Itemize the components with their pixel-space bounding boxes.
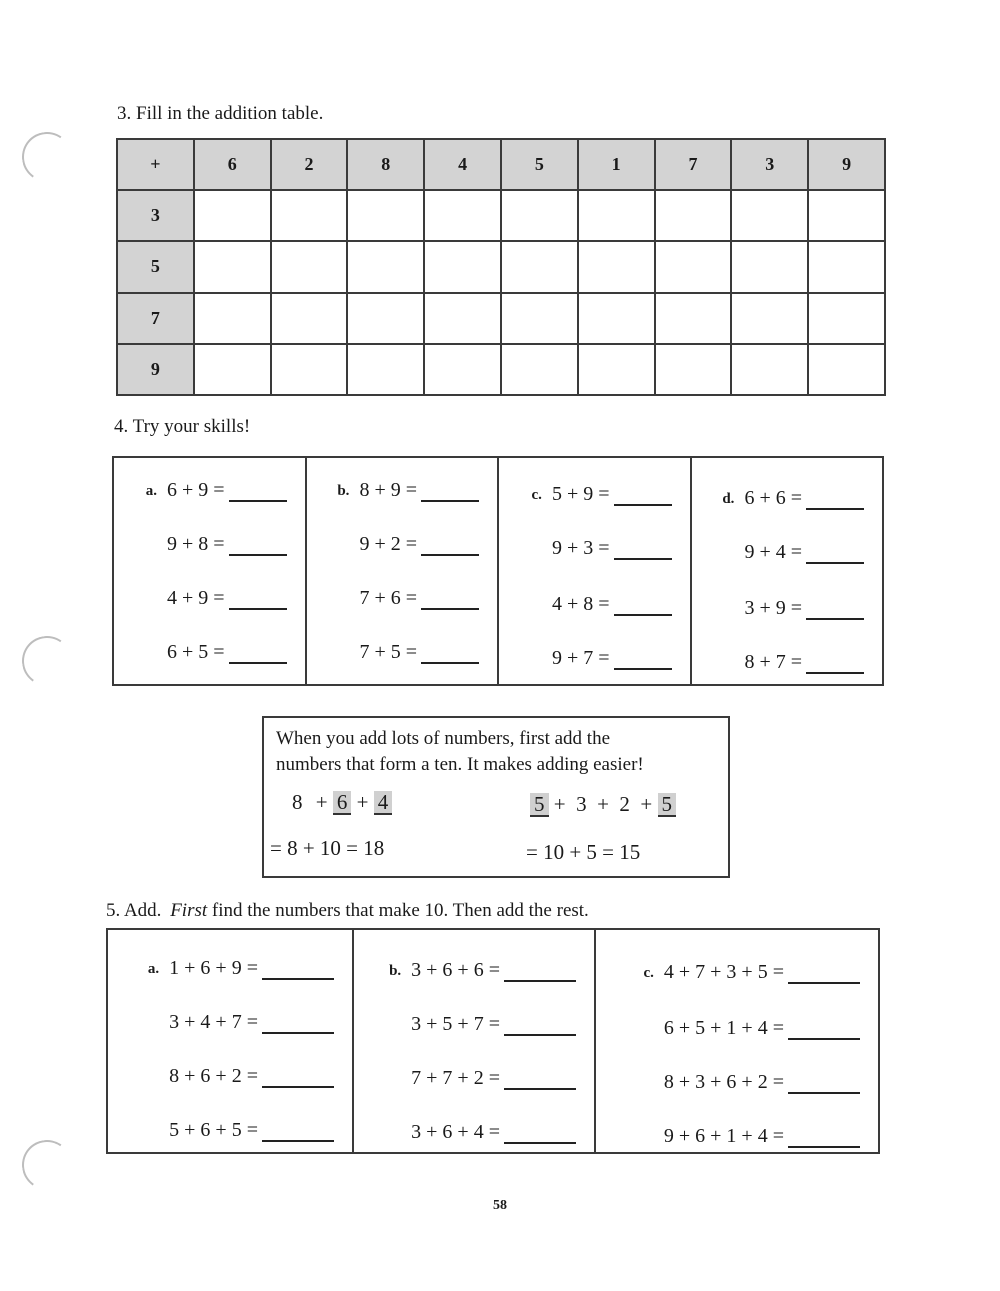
problem <box>108 1102 352 1142</box>
example-1-result: = 8 + 10 = 18 <box>270 836 385 860</box>
problem <box>108 940 352 980</box>
binder-hole-bottom <box>18 1136 76 1194</box>
section5-heading-suffix: find the numbers that make 10. Then add the rest. <box>211 900 589 921</box>
row-header: 5 <box>117 241 194 292</box>
answer-blank[interactable] <box>504 1120 576 1144</box>
equation: 9 + 3 = <box>551 537 610 559</box>
highlighted-term: 5 <box>530 793 549 817</box>
equation: 6 + 9 = <box>166 479 225 501</box>
answer-blank[interactable] <box>806 540 864 564</box>
equation: 7 + 5 = <box>359 641 417 663</box>
equation: 4 + 9 = <box>166 587 225 609</box>
answer-blank[interactable] <box>229 640 287 664</box>
problem <box>108 994 352 1034</box>
answer-cell[interactable] <box>501 241 578 292</box>
equation: 3 + 4 + 7 = <box>169 1011 258 1033</box>
addition-table <box>116 138 886 396</box>
section5-heading-emphasis: First <box>170 900 208 921</box>
answer-cell[interactable] <box>271 293 348 344</box>
column-label: a. <box>145 483 157 499</box>
equation: 3 + 9 = <box>744 597 802 619</box>
problem <box>307 624 498 664</box>
equation: 3 + 6 + 6 = <box>411 959 500 981</box>
binder-hole-middle <box>18 632 76 690</box>
problem <box>499 466 690 506</box>
answer-cell[interactable] <box>347 344 424 395</box>
example-1-expression <box>292 790 392 815</box>
answer-blank[interactable] <box>788 1016 860 1040</box>
answer-blank[interactable] <box>421 586 479 610</box>
answer-cell[interactable] <box>347 293 424 344</box>
problem <box>596 1000 878 1040</box>
equation: 9 + 6 + 1 + 4 = <box>663 1125 784 1147</box>
page-number: 58 <box>493 1198 507 1213</box>
answer-cell[interactable] <box>194 293 271 344</box>
addition-table-header-row <box>117 139 885 190</box>
problem <box>692 580 883 620</box>
problem <box>108 1048 352 1088</box>
addition-table-row <box>117 293 885 344</box>
problem <box>307 570 498 610</box>
answer-blank[interactable] <box>262 1118 334 1142</box>
problem <box>499 576 690 616</box>
problem <box>499 520 690 560</box>
column-header: 2 <box>271 139 348 190</box>
answer-blank[interactable] <box>614 646 672 670</box>
answer-cell[interactable] <box>501 344 578 395</box>
answer-cell[interactable] <box>424 344 501 395</box>
row-header: 7 <box>117 293 194 344</box>
section4-heading: 4. Try your skills! <box>114 416 251 437</box>
answer-cell[interactable] <box>808 344 885 395</box>
answer-blank[interactable] <box>229 478 287 502</box>
highlighted-term: 4 <box>374 791 393 815</box>
answer-blank[interactable] <box>504 958 576 982</box>
answer-cell[interactable] <box>731 293 808 344</box>
equation: 5 + 9 = <box>551 483 610 505</box>
answer-cell[interactable] <box>578 241 655 292</box>
column-header: 3 <box>731 139 808 190</box>
addition-table-corner: + <box>117 139 194 190</box>
addition-table-row <box>117 190 885 241</box>
column-header: 6 <box>194 139 271 190</box>
problem <box>114 624 305 664</box>
answer-cell[interactable] <box>347 190 424 241</box>
row-header: 3 <box>117 190 194 241</box>
answer-cell[interactable] <box>655 190 732 241</box>
problem <box>114 570 305 610</box>
section5-problem-box <box>106 928 880 1154</box>
answer-blank[interactable] <box>262 1064 334 1088</box>
answer-cell[interactable] <box>501 293 578 344</box>
column-header: 4 <box>424 139 501 190</box>
answer-cell[interactable] <box>731 344 808 395</box>
equation: 9 + 7 = <box>551 647 610 669</box>
answer-blank[interactable] <box>504 1066 576 1090</box>
equation: 3 + 6 + 4 = <box>411 1121 500 1143</box>
tip-text-line-1: When you add lots of numbers, first add the <box>276 728 611 749</box>
answer-cell[interactable] <box>424 293 501 344</box>
answer-blank[interactable] <box>788 960 860 984</box>
equation: 4 + 8 = <box>551 593 610 615</box>
problem <box>354 1050 594 1090</box>
answer-cell[interactable] <box>271 241 348 292</box>
equation: 4 + 7 + 3 + 5 = <box>663 961 784 983</box>
column-label: c. <box>643 965 654 981</box>
problem-column-c <box>497 458 690 684</box>
answer-blank[interactable] <box>806 596 864 620</box>
answer-blank[interactable] <box>806 650 864 674</box>
equation: 6 + 6 = <box>744 487 802 509</box>
problem <box>692 524 883 564</box>
answer-blank[interactable] <box>229 532 287 556</box>
answer-cell[interactable] <box>655 241 732 292</box>
equation: 3 + 5 + 7 = <box>411 1013 500 1035</box>
answer-cell[interactable] <box>194 241 271 292</box>
answer-cell[interactable] <box>194 190 271 241</box>
answer-cell[interactable] <box>578 344 655 395</box>
answer-cell[interactable] <box>347 241 424 292</box>
equation: 1 + 6 + 9 = <box>169 957 258 979</box>
equation: 7 + 6 = <box>359 587 417 609</box>
answer-cell[interactable] <box>655 344 732 395</box>
binder-hole-top <box>18 128 76 186</box>
equation: 8 + 9 = <box>359 479 417 501</box>
example-1-term: 8 <box>292 790 303 814</box>
answer-blank[interactable] <box>421 640 479 664</box>
column-header: 7 <box>655 139 732 190</box>
example-2-expression <box>530 792 676 817</box>
problem <box>596 1108 878 1148</box>
answer-cell[interactable] <box>424 190 501 241</box>
answer-cell[interactable] <box>271 190 348 241</box>
problem-column-a <box>108 930 352 1152</box>
answer-cell[interactable] <box>194 344 271 395</box>
problem <box>114 516 305 556</box>
equation: 9 + 2 = <box>359 533 417 555</box>
equation: 5 + 6 + 5 = <box>169 1119 258 1141</box>
section5-heading <box>106 900 589 922</box>
problem-column-a <box>114 458 305 684</box>
section3-heading: 3. Fill in the addition table. <box>117 103 324 124</box>
addition-table-row <box>117 344 885 395</box>
highlighted-term: 6 <box>333 791 352 815</box>
answer-blank[interactable] <box>614 482 672 506</box>
equation: 6 + 5 = <box>166 641 225 663</box>
answer-blank[interactable] <box>229 586 287 610</box>
problem <box>114 462 305 502</box>
answer-cell[interactable] <box>578 293 655 344</box>
section4-problem-box <box>112 456 884 686</box>
equation: 8 + 6 + 2 = <box>169 1065 258 1087</box>
answer-cell[interactable] <box>578 190 655 241</box>
equation: 8 + 3 + 6 + 2 = <box>663 1071 784 1093</box>
problem <box>499 630 690 670</box>
equation: 8 + 7 = <box>744 651 802 673</box>
answer-blank[interactable] <box>504 1012 576 1036</box>
answer-blank[interactable] <box>262 956 334 980</box>
section5-heading-prefix: 5. Add. <box>106 900 162 921</box>
answer-cell[interactable] <box>271 344 348 395</box>
problem <box>354 996 594 1036</box>
answer-cell[interactable] <box>655 293 732 344</box>
column-header: 8 <box>347 139 424 190</box>
column-header: 1 <box>578 139 655 190</box>
tip-text-line-2: numbers that form a ten. It makes adding easier! <box>276 754 644 775</box>
problem <box>596 944 878 984</box>
answer-blank[interactable] <box>788 1124 860 1148</box>
answer-cell[interactable] <box>808 190 885 241</box>
column-header: 9 <box>808 139 885 190</box>
problem <box>307 516 498 556</box>
highlighted-term: 5 <box>658 793 677 817</box>
answer-cell[interactable] <box>731 241 808 292</box>
problem-column-c <box>594 930 878 1152</box>
problem <box>596 1054 878 1094</box>
answer-cell[interactable] <box>808 293 885 344</box>
column-label: b. <box>389 963 402 979</box>
plus-sign: + <box>356 790 369 814</box>
addition-table-row <box>117 241 885 292</box>
column-label: b. <box>337 483 350 499</box>
column-label: a. <box>147 961 160 977</box>
problem-column-b <box>352 930 594 1152</box>
answer-blank[interactable] <box>788 1070 860 1094</box>
answer-cell[interactable] <box>424 241 501 292</box>
answer-blank[interactable] <box>614 592 672 616</box>
answer-cell[interactable] <box>501 190 578 241</box>
answer-blank[interactable] <box>421 532 479 556</box>
column-label: d. <box>722 491 735 507</box>
plus-sign: + <box>315 790 328 814</box>
row-header: 9 <box>117 344 194 395</box>
equation: 7 + 7 + 2 = <box>411 1067 500 1089</box>
answer-blank[interactable] <box>614 536 672 560</box>
tip-box <box>262 716 730 878</box>
example-2-result: = 10 + 5 = 15 <box>526 840 641 864</box>
answer-blank[interactable] <box>262 1010 334 1034</box>
answer-cell[interactable] <box>808 241 885 292</box>
example-2-middle: + 3 + 2 + <box>553 792 653 816</box>
column-header: 5 <box>501 139 578 190</box>
problem <box>354 1104 594 1144</box>
equation: 9 + 4 = <box>744 541 802 563</box>
problem <box>692 634 883 674</box>
problem <box>692 470 883 510</box>
equation: 6 + 5 + 1 + 4 = <box>663 1017 784 1039</box>
answer-blank[interactable] <box>806 486 864 510</box>
equation: 9 + 8 = <box>166 533 225 555</box>
answer-cell[interactable] <box>731 190 808 241</box>
problem-column-b <box>305 458 498 684</box>
problem-column-d <box>690 458 883 684</box>
answer-blank[interactable] <box>421 478 479 502</box>
problem <box>354 942 594 982</box>
problem <box>307 462 498 502</box>
column-label: c. <box>531 487 542 503</box>
